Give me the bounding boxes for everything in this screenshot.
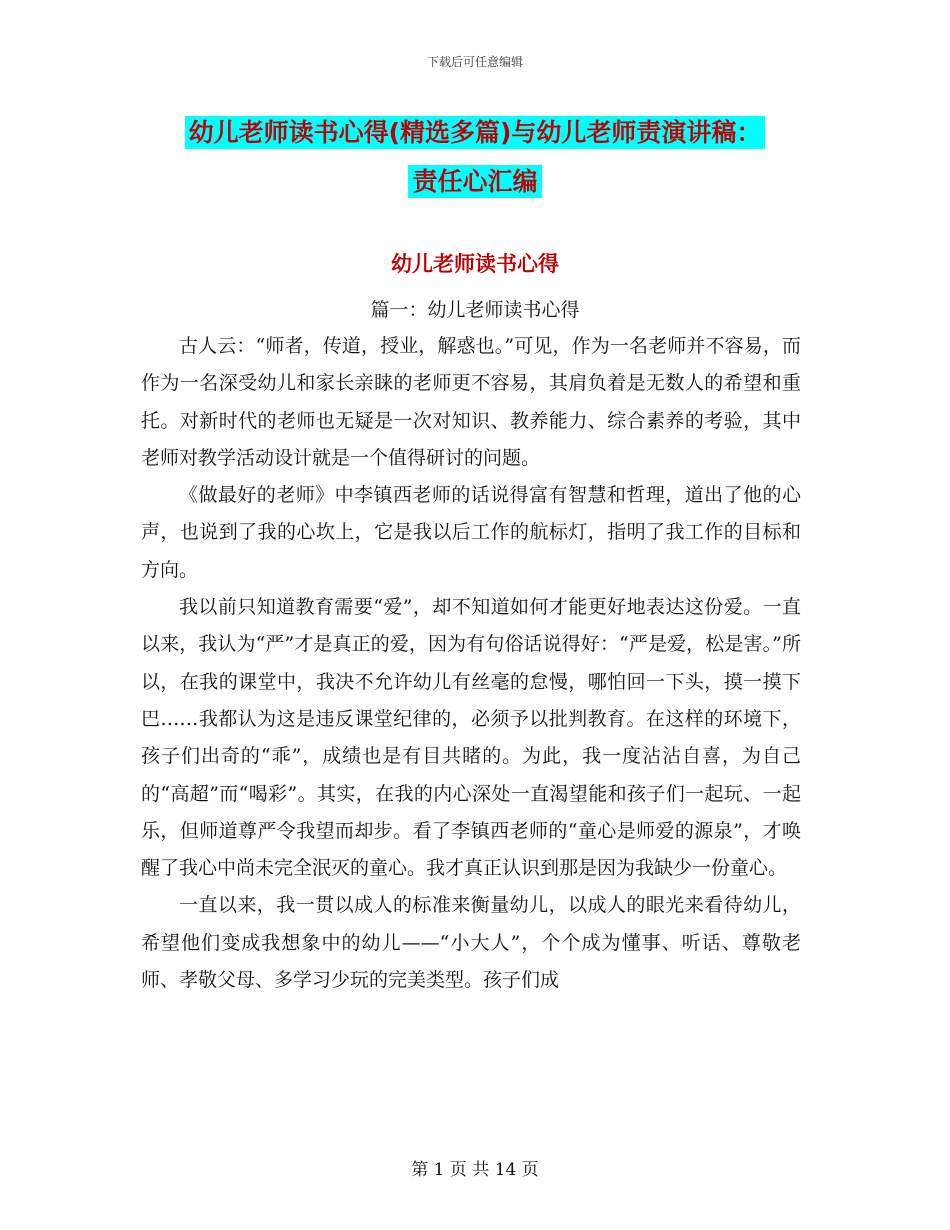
- paragraph: 《做最好的老师》中李镇西老师的话说得富有智慧和哲理，道出了他的心声，也说到了我的心坎上，它是我以后工作的航标灯，指明了我工作的目标和方向。: [141, 484, 801, 581]
- paragraph: 我以前只知道教育需要“爱”，却不知道如何才能更好地表达这份爱。一直以来，我认为“严”才是真正的爱，因为有句俗话说得好：“严是爱，松是害。”所以，在我的课堂中，我决不允许幼儿有丝毫的怠慢，哪怕回一下头，摸一摸下巴……我都认为这是违反课堂纪律的，必须予以批判教育。在这样的环境下，孩子们出奇的“乖”，成绩也是有目共睹的。为此，我一度沾沾自喜，为自己的“高超”而“喝彩”。其实，在我的内心深处一直渴望能和孩子们一起玩、一起乐，但师道尊严令我望而却步。看了李镇西老师的“童心是师爱的源泉”，才唤醒了我心中尚未完全泯灭的童心。我才真正认识到那是因为我缺少一份童心。: [141, 596, 801, 880]
- document-title-line-2: 责任心汇编: [408, 165, 541, 198]
- document-title-line-1: 幼儿老师读书心得(精选多篇)与幼儿老师责演讲稿：: [185, 116, 766, 149]
- article-subheading: 篇一：幼儿老师读书心得: [370, 299, 580, 321]
- body-text: [141, 328, 801, 999]
- page-footer: 第 1 页 共 14 页: [411, 1160, 539, 1180]
- section-heading: 幼儿老师读书心得: [391, 252, 559, 276]
- paragraph: 一直以来，我一贯以成人的标准来衡量幼儿，以成人的眼光来看待幼儿，希望他们变成我想象中的幼儿——“小大人”，个个成为懂事、听话、尊敬老师、孝敬父母、多学习少玩的完美类型。孩子们成: [141, 894, 801, 992]
- paragraph: 古人云：“师者，传道，授业，解惑也。”可见，作为一名老师并不容易，而作为一名深受幼儿和家长亲睐的老师更不容易，其肩负着是无数人的希望和重托。对新时代的老师也无疑是一次对知识、教养能力、综合素养的考验，其中老师对教学活动设计就是一个值得研讨的问题。: [141, 335, 801, 469]
- document-title: [0, 108, 950, 206]
- page-header: 下载后可任意编辑: [426, 55, 523, 69]
